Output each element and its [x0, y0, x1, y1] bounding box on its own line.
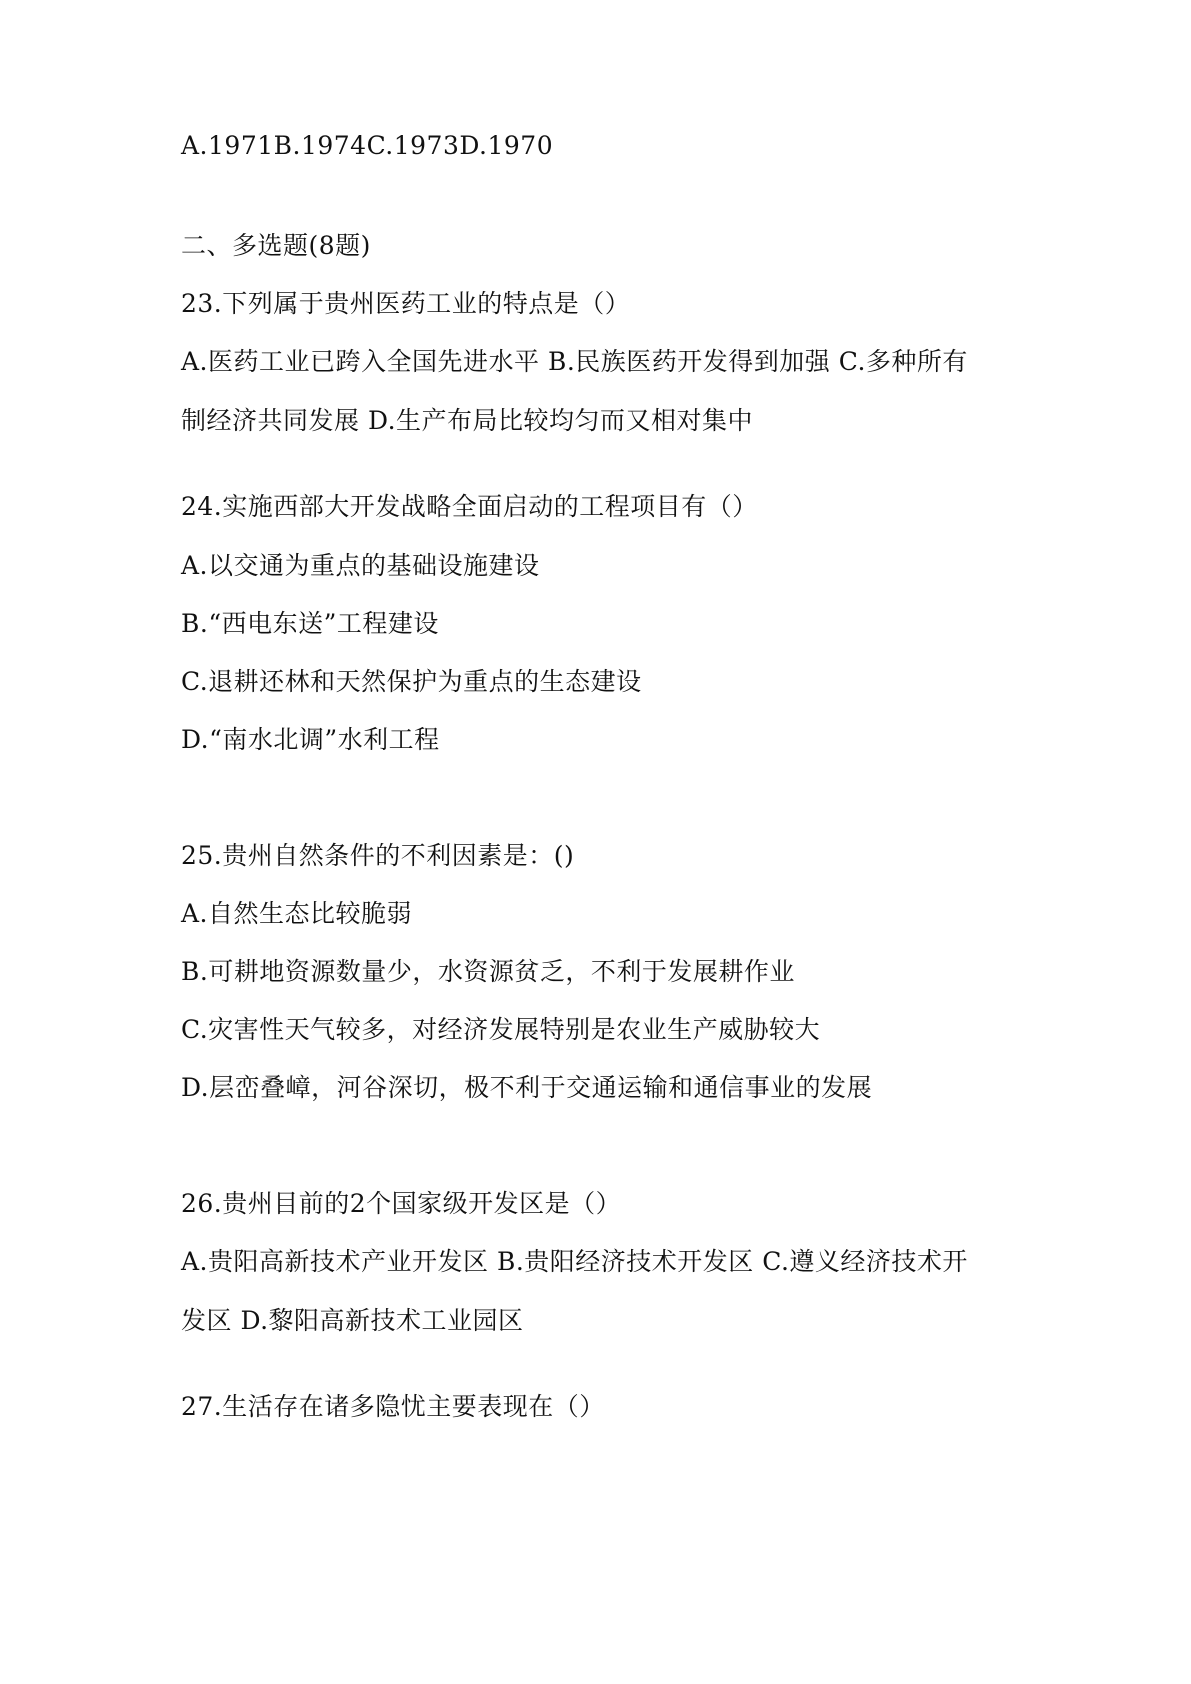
question-25-option-a: A.自然生态比较脆弱 — [181, 899, 413, 928]
question-27-stem: 27.生活存在诸多隐忧主要表现在（） — [181, 1392, 605, 1421]
question-25-stem: 25.贵州自然条件的不利因素是：() — [181, 841, 575, 870]
question-24-option-d: D.“南水北调”水利工程 — [181, 725, 440, 754]
question-24-option-c: C.退耕还林和天然保护为重点的生态建设 — [181, 667, 642, 696]
question-23-options-line-1: A.医药工业已跨入全国先进水平 B.民族医药开发得到加强 C.多种所有 — [181, 347, 968, 376]
question-24-option-b: B.“西电东送”工程建设 — [181, 609, 439, 638]
question-23-options-line-2: 制经济共同发展 D.生产布局比较均匀而又相对集中 — [181, 406, 754, 435]
section-heading: 二、多选题(8题) — [181, 231, 371, 260]
question-24-stem: 24.实施西部大开发战略全面启动的工程项目有（） — [181, 492, 758, 521]
question-24-option-a: A.以交通为重点的基础设施建设 — [181, 551, 540, 580]
previous-answer-options: A.1971B.1974C.1973D.1970 — [181, 131, 554, 160]
question-26-stem: 26.贵州目前的2个国家级开发区是（） — [181, 1189, 622, 1218]
question-25-option-d: D.层峦叠嶂，河谷深切，极不利于交通运输和通信事业的发展 — [181, 1073, 873, 1102]
question-26-options-line-1: A.贵阳高新技术产业开发区 B.贵阳经济技术开发区 C.遵义经济技术开 — [181, 1247, 968, 1276]
question-25-option-b: B.可耕地资源数量少，水资源贫乏，不利于发展耕作业 — [181, 957, 795, 986]
question-26-options-line-2: 发区 D.黎阳高新技术工业园区 — [181, 1306, 524, 1335]
question-23-stem: 23.下列属于贵州医药工业的特点是（） — [181, 289, 631, 318]
question-25-option-c: C.灾害性天气较多，对经济发展特别是农业生产威胁较大 — [181, 1015, 821, 1044]
